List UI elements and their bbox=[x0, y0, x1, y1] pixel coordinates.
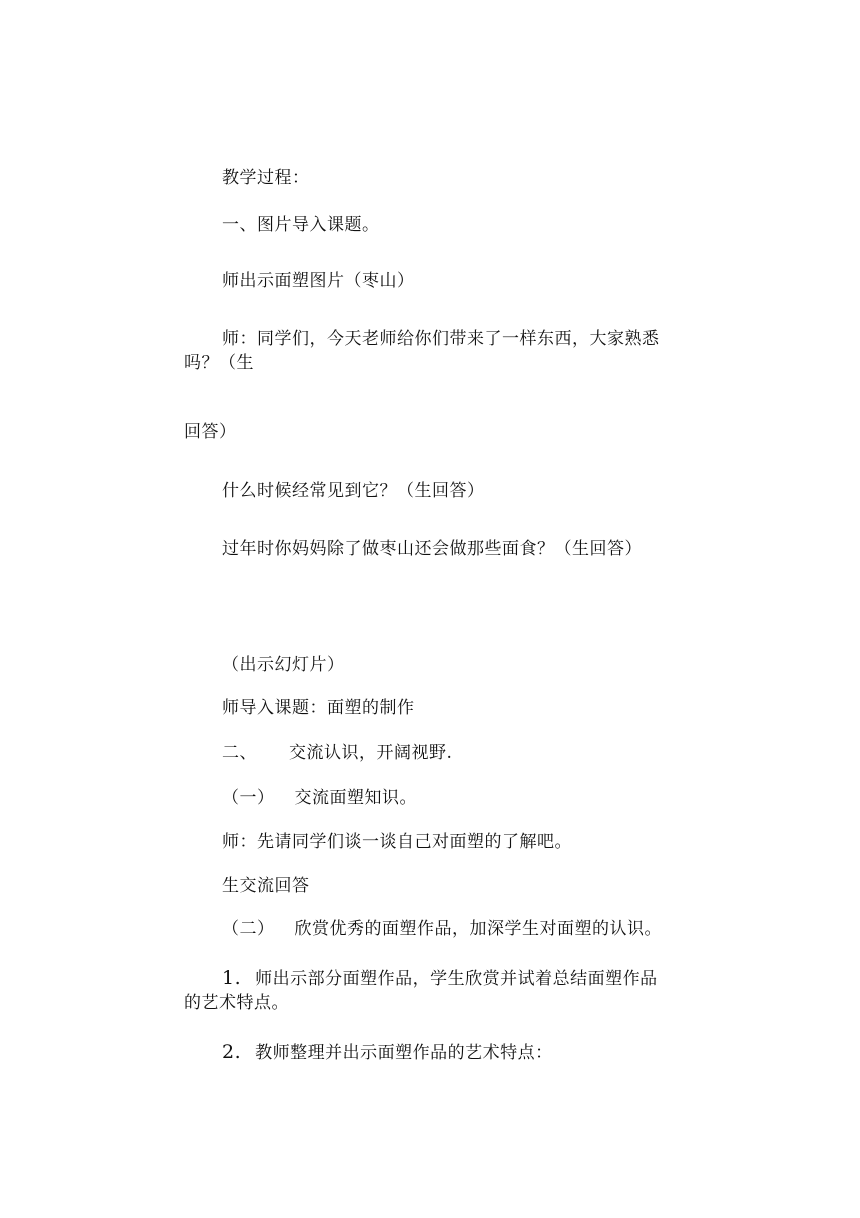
subsection-1-title bbox=[222, 787, 417, 809]
paragraph: 生交流回答 bbox=[222, 876, 310, 896]
list-item-2 bbox=[222, 1041, 553, 1064]
list-number: 1. bbox=[222, 967, 242, 989]
paragraph: 师出示面塑图片（枣山） bbox=[222, 271, 415, 291]
list-number: 2. bbox=[222, 1041, 242, 1063]
subsection-title-text: 欣赏优秀的面塑作品，加深学生对面塑的认识。 bbox=[294, 919, 662, 939]
section-marker: 二、 bbox=[222, 743, 257, 763]
paragraph: 师导入课题：面塑的制作 bbox=[222, 698, 415, 718]
paragraph: 过年时你妈妈除了做枣山还会做那些面食？（生回答） bbox=[222, 539, 642, 559]
section-2-title bbox=[222, 742, 452, 764]
list-item-text: 教师整理并出示面塑作品的艺术特点： bbox=[255, 1043, 553, 1063]
paragraph: 师：同学们，今天老师给你们带来了一样东西，大家熟悉 bbox=[222, 329, 660, 349]
paragraph: 师：先请同学们谈一谈自己对面塑的了解吧。 bbox=[222, 832, 572, 852]
subsection-marker: （二） bbox=[222, 919, 275, 939]
paragraph: 什么时候经常见到它？（生回答） bbox=[222, 481, 485, 501]
subsection-marker: （一） bbox=[222, 788, 275, 808]
subsection-2-title bbox=[222, 918, 662, 940]
list-item-text: 师出示部分面塑作品，学生欣赏并试着总结面塑作品 bbox=[255, 969, 658, 989]
paragraph: （出示幻灯片） bbox=[222, 655, 345, 675]
paragraph-continuation: 吗？（生 bbox=[184, 353, 254, 373]
list-item-1 bbox=[222, 967, 658, 990]
section-1-title: 一、图片导入课题。 bbox=[222, 215, 380, 235]
section-title-text: 交流认识，开阔视野. bbox=[289, 743, 453, 763]
subsection-title-text: 交流面塑知识。 bbox=[294, 788, 417, 808]
heading: 教学过程： bbox=[222, 168, 310, 188]
paragraph-continuation: 回答） bbox=[184, 422, 237, 442]
list-item-continuation: 的艺术特点。 bbox=[184, 993, 289, 1013]
